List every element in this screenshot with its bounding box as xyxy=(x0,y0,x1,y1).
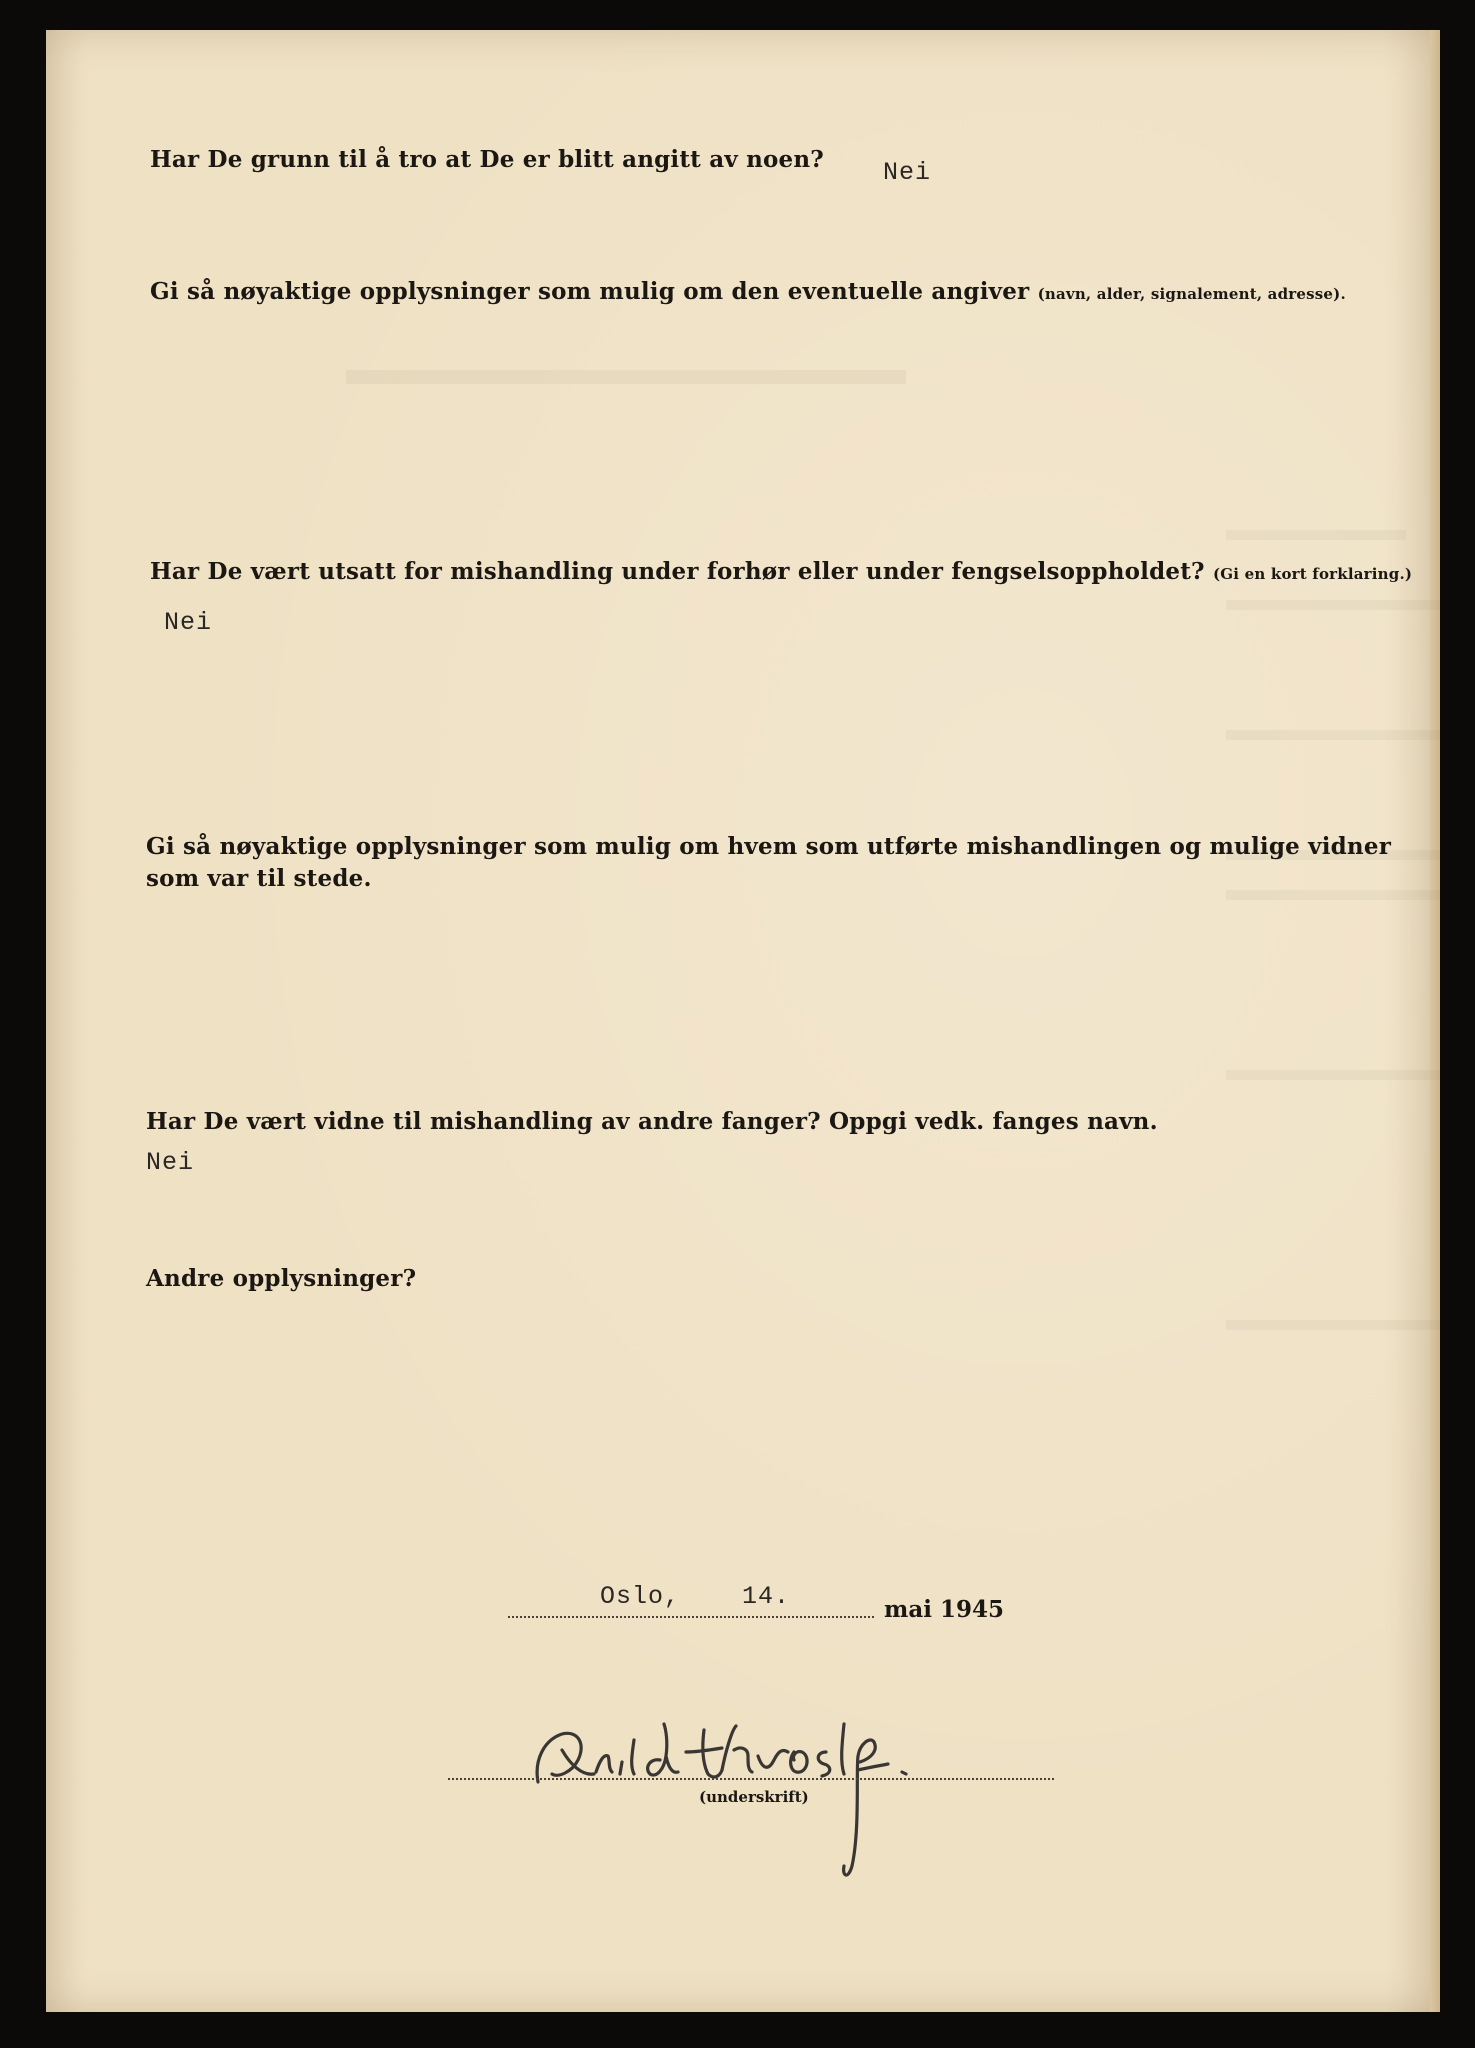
answer-mistreatment: Nei xyxy=(164,608,213,637)
signature-dotted-line xyxy=(448,1778,1054,1780)
question-informer-note: (navn, alder, signalement, adresse). xyxy=(1037,285,1346,303)
question-denounced: Har De grunn til å tro at De er blitt angitt av noen? xyxy=(150,146,824,173)
question-mistreatment xyxy=(150,558,1412,585)
question-other-info: Andre opplysninger? xyxy=(146,1265,417,1292)
place-field: Oslo, xyxy=(600,1582,681,1611)
question-informer-main: Gi så nøyaktige opplysninger som mulig om den eventuelle angiver xyxy=(150,278,1030,305)
question-informer-details xyxy=(150,278,1346,305)
question-mistreatment-main: Har De vært utsatt for mishandling under forhør eller under fengselsoppholdet? xyxy=(150,558,1205,585)
answer-denounced: Nei xyxy=(883,158,932,187)
question-perpetrators-line1: Gi så nøyaktige opplysninger som mulig om hvem som utførte mishandlingen og mulige vidner xyxy=(146,833,1392,860)
answer-witness: Nei xyxy=(146,1148,195,1177)
form-page xyxy=(46,30,1440,2012)
day-field: 14. xyxy=(742,1582,791,1611)
question-witness: Har De vært vidne til mishandling av andre fanger? Oppgi vedk. fanges navn. xyxy=(146,1108,1158,1135)
signature-label: (underskrift) xyxy=(699,1788,809,1806)
question-mistreatment-note: (Gi en kort forklaring.) xyxy=(1212,565,1413,583)
question-perpetrators-line2: som var til stede. xyxy=(146,865,372,892)
month-year: mai 1945 xyxy=(884,1596,1004,1623)
date-dotted-line xyxy=(508,1616,874,1618)
page-edge xyxy=(1430,30,1440,2012)
bleed-through-marks xyxy=(286,330,1386,1530)
